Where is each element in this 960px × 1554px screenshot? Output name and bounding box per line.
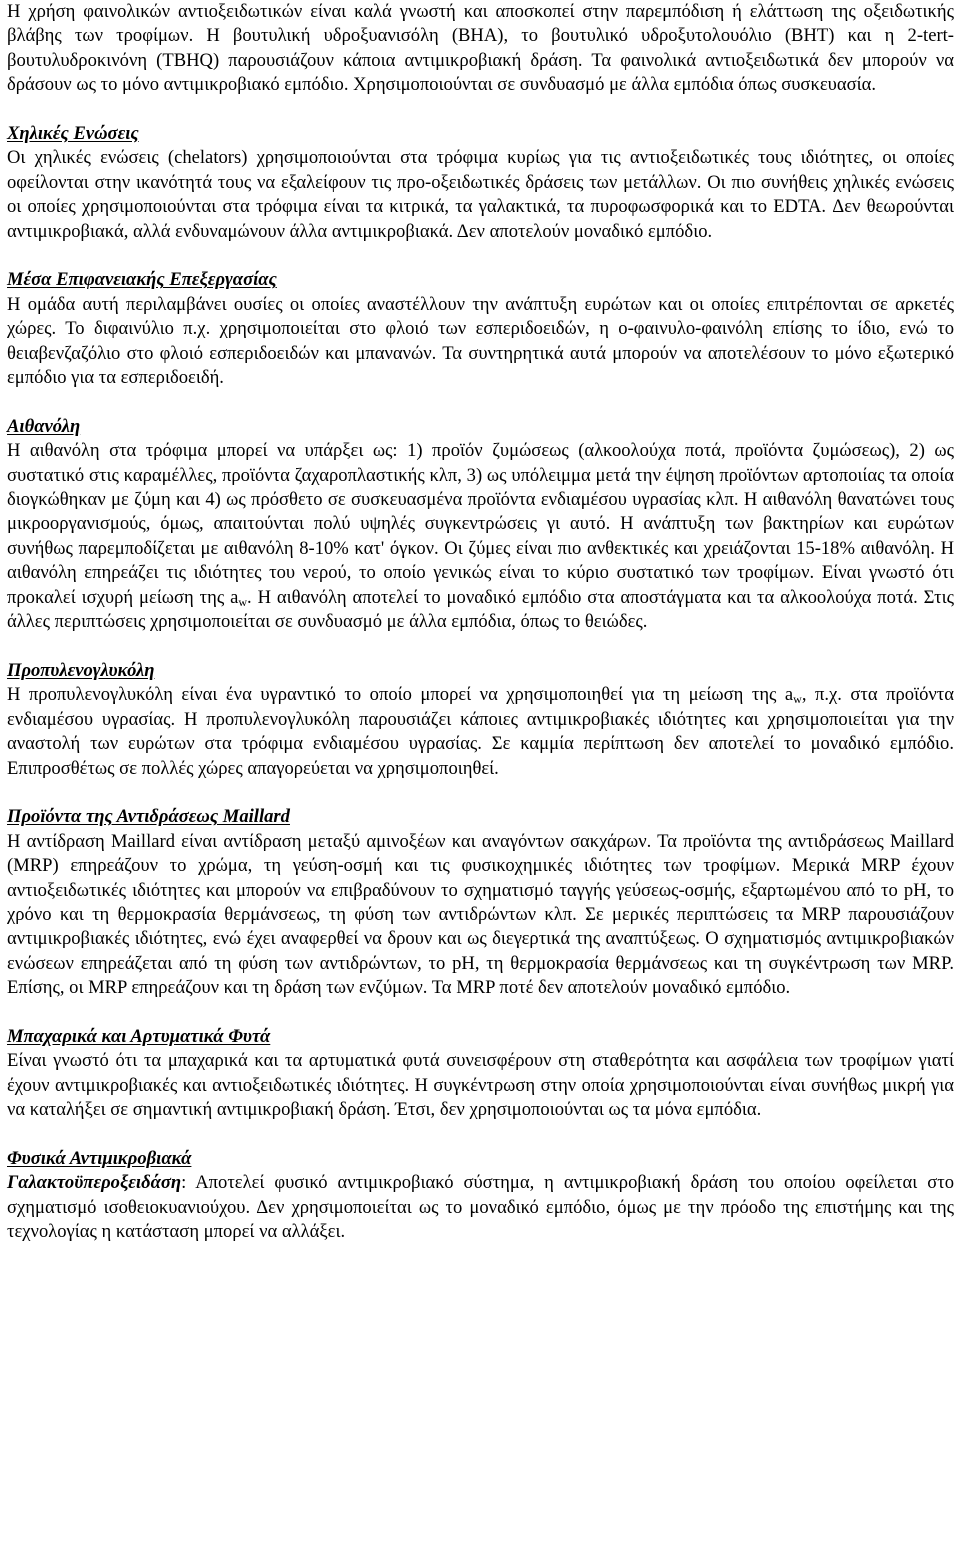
body-text: , π.χ. στα προϊόντα ενδιαμέσου υγρασίας. Η προπυλενογλυκόλη παρουσιάζει κάποιες αντιμικροβιακές ιδιότητες και χρησιμοποιείται για την αναστολή των ευρώτων στα τρόφιμα ενδιαμέσου υγρασίας. Σε καμμία περίπτωση δεν αποτελεί το μοναδικό εμπόδιο. Επιπροσθέτως σε πολλές χώρες απαγορεύεται να χρησιμοποιηθεί. xyxy=(7,684,955,779)
body-text: : Αποτελεί φυσικό αντιμικροβιακό σύστημα, η αντιμικροβιακή δράση του οποίου οφείλεται στο σχηματισμό ισοθειοκυανιούχου. Δεν χρησιμοποιείται ως το μοναδικό εμπόδιο, όμως με την πρόοδο της επιστήμης και της τεχνολογίας η κατάσταση μπορεί να αλλάξει. xyxy=(7,1172,954,1243)
term: Γαλακτοϋπεροξειδάση xyxy=(7,1172,182,1194)
body-text: Η προπυλενογλυκόλη είναι ένα υγραντικό το οποίο μπορεί να χρησιμοποιηθεί για τη μείωση της a xyxy=(7,684,794,706)
body-text: . Η αιθανόλη αποτελεί το μοναδικό εμπόδιο στα αποστάγματα και τα αλκοολούχα ποτά. Στις άλλες περιπτώσεις χρησιμοποιείται σε συνδυασμό με άλλα εμπόδια, όπως το θειώδες. xyxy=(7,586,954,633)
section-heading: Φυσικά Αντιμικροβιακά xyxy=(7,1147,192,1169)
section-heading: Μπαχαρικά και Αρτυματικά Φυτά xyxy=(7,1025,271,1047)
section-chelators xyxy=(7,122,954,244)
section-body: Οι χηλικές ενώσεις (chelators) χρησιμοποιούνται στα τρόφιμα κυρίως για τις αντιοξειδωτικές τους ιδιότητες, οι οποίες οφείλονται στην ικανότητά τους να εξαλείφουν τις προ-οξειδωτικές δράσεις των μετάλλων. Οι πιο συνήθεις χηλικές ενώσεις οι οποίες χρησιμοποιούνται στα τρόφιμα είναι τα κιτρικά, τα γαλακτικά, τα πυροφωσφορικά και το EDTA. Δεν θεωρούνται αντιμικροβιακά, αλλά ενδυναμώνουν άλλα αντιμικροβιακά. Δεν αποτελούν μοναδικό εμπόδιο. xyxy=(7,147,954,242)
section-body xyxy=(7,439,954,634)
section-heading: Χηλικές Ενώσεις xyxy=(7,123,139,145)
section-ethanol xyxy=(7,415,954,635)
intro-paragraph: Η χρήση φαινολικών αντιοξειδωτικών είναι καλά γνωστή και αποσκοπεί στην παρεμπόδιση ή ελάττωση της οξειδωτικής βλάβης των τροφίμων. Η βουτυλική υδροξυανισόλη (BHA), το βουτυλικό υδροξυτολουόλιο (BHT) και η 2-tert-βουτυλυδροκινόνη (TBHQ) παρουσιάζουν κάποια αντιμικροβιακή δράση. Τα φαινολικά αντιοξειδωτικά δεν μπορούν να δράσουν ως το μόνο αντιμικροβιακό εμπόδιο. Χρησιμοποιούνται σε συνδυασμό με άλλα εμπόδια όπως συσκευασία. xyxy=(7,1,954,96)
section-surface-treatment xyxy=(7,268,954,390)
body-text: Η αιθανόλη στα τρόφιμα μπορεί να υπάρξει ως: 1) προϊόν ζυμώσεως (αλκοολούχα ποτά, προϊόντα ζυμώσεως), 2) ως συστατικό στις καραμέλλες, προϊόντα ζαχαροπλαστικής κλπ, 3) ως υπόλειμμα μετά την έψηση προϊόντων αρτοποιίας τα οποία διογκώθηκαν με ζύμη και 4) ως πρόσθετο σε συσκευασμένα προϊόντα ενδιαμέσου υγρασίας κλπ. Η αιθανόλη θανατώνει τους μικροοργανισμούς, όμως, απαιτούνται πολύ υψηλές συγκεντρώσεις γι αυτό. Η ανάπτυξη των βακτηρίων και ευρώτων συνήθως παρεμποδίζεται με αιθανόλη 8-10% κατ' όγκον. Οι ζύμες είναι πιο ανθεκτικές και χρειάζονται 15-18% αιθανόλη. Η αιθανόλη επηρεάζει τις ιδιότητες του νερού, το οποίο γενικώς είναι το κύριο συστατικό των τροφίμων. Είναι γνωστό ότι προκαλεί ισχυρή μείωση της a xyxy=(7,440,954,608)
subscript: w xyxy=(793,692,802,707)
section-body xyxy=(7,683,954,781)
section-heading: Μέσα Επιφανειακής Επεξεργασίας xyxy=(7,269,277,291)
section-propylene-glycol xyxy=(7,659,954,781)
section-body: Η αντίδραση Maillard είναι αντίδραση μεταξύ αμινοξέων και αναγόντων σακχάρων. Τα προϊόντα της αντιδράσεως Maillard (MRP) επηρεάζουν το χρώμα, τη γεύση-οσμή και τις φυσικοχημικές ιδιότητες των τροφίμων. Μερικά MRP έχουν αντιοξειδωτικές ιδιότητες και μπορούν να επιβραδύνουν το σχηματισμό ταγγής γεύσεως-οσμής, εξαρτωμένου από το pH, το χρόνο και τη θερμοκρασία θερμάνσεως, τη φύση των αντιδρώντων κλπ. Σε μερικές περιπτώσεις τα MRP παρουσιάζουν αντιμικροβιακές ιδιότητες, ενώ έχει αναφερθεί να δρουν και ως διεγερτικά της αναπτύξεως. Ο σχηματισμός αντιμικροβιακών ενώσεων επηρεάζεται από τη φύση των αντιδρώντων, το pH, τη θερμοκρασία θερμάνσεως και τη συγκέντρωση των MRP. Επίσης, οι MRP επηρεάζουν και τη δράση των ενζύμων. Τα MRP ποτέ δεν αποτελούν μοναδικό εμπόδιο. xyxy=(7,830,954,999)
section-body: Η ομάδα αυτή περιλαμβάνει ουσίες οι οποίες αναστέλλουν την ανάπτυξη ευρώτων και οι οποίες επιτρέπονται σε αρκετές χώρες. Το διφαινύλιο π.χ. χρησιμοποιείται στο φλοιό των εσπεριδοειδών, η ο-φαινυλο-φαινόλη επίσης το ίδιο, ενώ το θειαβενζαζόλιο στο φλοιό εσπεριδοειδών και μπανανών. Τα συντηρητικά αυτά μπορούν να αποτελέσουν το μόνο εξωτερικό εμπόδιο για τα εσπεριδοειδή. xyxy=(7,293,954,389)
section-maillard xyxy=(7,805,954,1000)
subscript: w xyxy=(238,594,248,609)
section-heading: Αιθανόλη xyxy=(7,415,81,437)
section-heading: Προπυλενογλυκόλη xyxy=(7,659,155,681)
section-body: Είναι γνωστό ότι τα μπαχαρικά και τα αρτυματικά φυτά συνεισφέρουν στη σταθερότητα και ασφάλεια των τροφίμων γιατί έχουν αντιμικροβιακές και αντιοξειδωτικές ιδιότητες. Η συγκέντρωση στην οποία χρησιμοποιούνται είναι συνήθως μικρή για να καταλήξει σε σημαντική αντιμικροβιακή δράση. Έτσι, δεν χρησιμοποιούνται ως τα μόνα εμπόδια. xyxy=(7,1050,954,1121)
section-body xyxy=(7,1171,954,1244)
section-heading: Προϊόντα της Αντιδράσεως Maillard xyxy=(7,806,290,828)
section-spices xyxy=(7,1025,954,1123)
section-natural-antimicrobials xyxy=(7,1147,954,1245)
